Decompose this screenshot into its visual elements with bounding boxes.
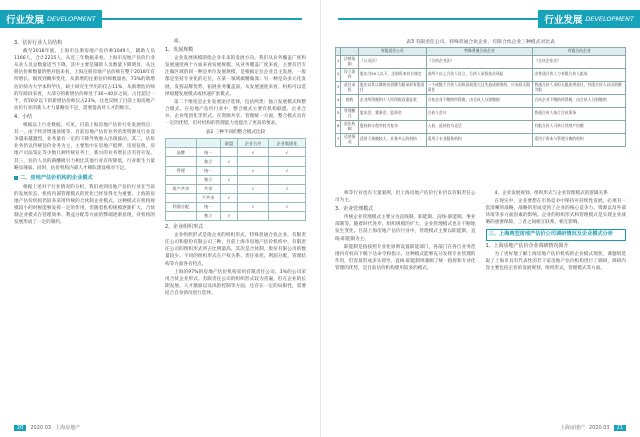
table-cell xyxy=(268,157,305,166)
right-columns xyxy=(335,190,626,415)
table-cell xyxy=(268,175,305,184)
table-cell: 退出机制 xyxy=(341,120,358,133)
table-cell: 3 xyxy=(336,81,341,94)
table-cell xyxy=(268,211,305,220)
table-row xyxy=(336,120,626,133)
table-header-cell xyxy=(166,139,197,148)
header-rule xyxy=(102,18,302,20)
table-cell: 独立 xyxy=(196,211,220,220)
section-heading: 三、上海典型房地产估价公司调研情况及企业模式分析 xyxy=(486,229,627,240)
paragraph: 第二个维度是企业发展途径选择，包括两类：独立发展模式和整合模式。在房地产估价行业中，整合模式主要有机构联盟、企业合并、企业集团化等形式。在资源共享、管理统一方面，整合模式具有一定的优势，但对机构的管理能力也提出了更高的要求。 xyxy=(165,99,306,127)
right-header xyxy=(338,10,640,28)
table-cell: 6 xyxy=(336,120,341,133)
table-cell: 股东为50人以下，注册资本符合规定 xyxy=(358,68,426,81)
table-cell: 适用于资本与管理分离的机构 xyxy=(533,133,626,146)
right-page xyxy=(320,0,640,437)
table-cell: 利润分配 xyxy=(166,202,197,211)
table-cell: √ xyxy=(238,184,269,193)
right-column-2 xyxy=(486,190,627,415)
table-cell: √ xyxy=(220,193,238,202)
table-cell: 股权转让程序较为复杂 xyxy=(358,120,426,133)
table-row xyxy=(336,133,626,146)
section-tab xyxy=(0,10,102,28)
table-row xyxy=(166,193,306,202)
table-header-cell: 特殊普通合伙企业 xyxy=(426,48,533,56)
magazine-name: 上海房地产 xyxy=(55,425,81,431)
table-cell: 管理 xyxy=(166,166,197,175)
table-cell: √ xyxy=(238,202,269,211)
table-row xyxy=(336,94,626,107)
paragraph: 企业发展规模即指企业未来的发展方向。我们从业务覆盖广度和发展速度两个方面来看发展规模。从业务覆盖广度来看，主要有仍专注做区域的同一种是单位发展规模，是根据定位企业自主发展，一般都是坚持专业化的定位，在某一领域做精做深；另一种是向多元化发展，发挥品牌优势，拓展业务覆盖面。从发展速度来看，机构可以选择稳健发展模式或快速扩张模式。 xyxy=(165,56,306,97)
table-cell: 7 xyxy=(336,133,341,146)
right-column-1 xyxy=(335,190,476,415)
table-cell: 普通合伙人执行合伙事务 xyxy=(533,107,626,120)
section-tab xyxy=(538,10,640,28)
paragraph: 根据以上行业数据，可见，目前上海房地产估价行业发展特点：其一，由于经济增速放缓等，目前房地产估价业务的类资源及行业竞争越来越激烈，业务量有一定的下降导致收入出现波动。其二，估价业务仍以传统估价业务为主，主要集中在房地产抵押、房屋征收、房地产司法鉴定等少数几种传统业务上，新兴的业务增长点有待开发。其三，估价人员的薪酬吸引力相比其他行业有所降低，行业新生力量略显薄弱。同时，估价机构内部人才梯队建设相对不足。 xyxy=(14,123,155,171)
table-cell: 5 xyxy=(336,107,341,120)
table-header-cell: 有限责任公司 xyxy=(358,48,426,56)
table-row xyxy=(166,148,306,157)
left-column-1 xyxy=(14,38,155,415)
table-cell: √ xyxy=(268,148,305,157)
section-subtitle: DEVELOPMENT xyxy=(585,15,634,23)
table-cell: √ xyxy=(220,175,238,184)
table-cell: 资产共享 xyxy=(166,184,197,193)
paragraph: 为了更好地了解上海房地产估价机构的企业模式现状，课题组选取了上海市具有代表性的若干家房地产估价机构进行了调研，调研内容主要包括企业的发展规划、组织形式、管理模式等方面。 xyxy=(485,251,626,271)
table-row xyxy=(336,81,626,94)
paragraph: 师等行业也有大量案例，但上海房地产估价行业仍以有限责任公司为主。 xyxy=(335,191,476,204)
table-cell: √ xyxy=(268,184,305,193)
table-row xyxy=(336,55,626,68)
table-cell xyxy=(238,157,269,166)
table-row xyxy=(166,211,306,220)
table-cell xyxy=(238,193,269,202)
table-cell: 入伙、退伙较为灵活 xyxy=(426,120,533,133)
issue-date: 2020.03 xyxy=(30,424,52,431)
left-footer xyxy=(14,424,80,431)
square-bullet-icon xyxy=(14,176,18,180)
table-caption: 表3 有限责任公司、特殊普通合伙企业、有限合伙企业三种模式对比表 xyxy=(406,40,555,45)
table-cell xyxy=(220,148,238,157)
table-cell: 法律依据 xyxy=(341,55,358,68)
table-cell: 共享 xyxy=(196,184,220,193)
table-cell: 合伙企业不缴纳所得税，由合伙人分别缴纳 xyxy=(533,94,626,107)
paragraph: 企业组织形式是指企业的组织形式，特殊普通合伙企业，有限责任公司和股份有限公司三种。目前上海市房地产估价机构中，有限责任公司的组织形式所占比例最高，其次是合伙制，股份有限公司的数量较少。不同的组织形式在产权关系、责任承担、利润分配、管理结构等方面各有特点。 xyxy=(165,233,306,267)
table-cell xyxy=(238,175,269,184)
table-cell: 企业所得税和个人所得税双重征收 xyxy=(358,94,426,107)
table-cell xyxy=(238,211,269,220)
table-cell xyxy=(166,193,197,202)
table-cell xyxy=(220,166,238,175)
integration-comparison-table xyxy=(165,138,306,221)
table-cell: 独立 xyxy=(196,157,220,166)
paragraph: 上海的97%的房地产估价机构采用有限责任公司，3%的公司采用合伙企业形式。有限责任公司的组织形式较为普遍，但在企业的长期发展、人才激励以及风险控制等方面，还存在一定的局限性，需要结合自身情况进行选择。 xyxy=(165,269,306,296)
table-header-cell: 企业集团化 xyxy=(268,139,305,148)
section-heading xyxy=(14,175,155,182)
table-header-cell: 联盟 xyxy=(220,139,238,148)
table-cell: √ xyxy=(238,148,269,157)
section-subtitle: DEVELOPMENT xyxy=(47,15,96,23)
table-cell: 2 xyxy=(336,68,341,81)
table-cell xyxy=(166,157,197,166)
table-cell: 4 xyxy=(336,94,341,107)
table-cell: 设立条件 xyxy=(341,68,358,81)
table-cell: 由两个以上合伙人设立，合伙人承担执业风险 xyxy=(426,68,533,81)
table-cell xyxy=(268,193,305,202)
table-row xyxy=(166,175,306,184)
table-cell: 独立 xyxy=(196,175,220,184)
table-cell: 统一 xyxy=(196,166,220,175)
table-cell: √ xyxy=(268,202,305,211)
table-cell: 合伙企业不缴纳所得税，由合伙人分别缴纳 xyxy=(426,94,533,107)
table-header-cell: 有限合伙企业 xyxy=(533,48,626,56)
table-cell: 适用情况 xyxy=(341,133,358,146)
comparison-table xyxy=(335,47,626,147)
table-cell xyxy=(220,184,238,193)
table-header-cell xyxy=(196,139,220,148)
table-row xyxy=(166,184,306,193)
left-column-2 xyxy=(165,38,306,415)
table-cell: 适用于专业服务机构 xyxy=(426,133,533,146)
table-cell: 《公司法》 xyxy=(358,55,426,68)
section-heading-text: 二、房地产估价机构的企业模式 xyxy=(20,174,93,181)
table-header-cell xyxy=(341,48,358,56)
table-row xyxy=(166,202,306,211)
paragraph: 传统企业管理模式主要分为直线制、职能制、直线-职能制、事业部制等。随着时代进步、组织规模的扩大，企业管理模式也在不断地发生变化。目前上海房地产估价行业中，管理模式主要以职能制、直线-职能制为主。 xyxy=(335,215,476,242)
table-cell: 1 xyxy=(336,55,341,68)
table-cell: 责任承担 xyxy=(341,81,358,94)
table-cell: 《合伙企业法》 xyxy=(426,55,533,68)
table-cell: 股东会、董事会、监事会 xyxy=(358,107,426,120)
magazine-name: 上海房地产 xyxy=(559,425,585,431)
table-cell: √ xyxy=(220,157,238,166)
header-rule xyxy=(338,18,538,20)
paragraph: 在现实中，企业要想在市场竞争中保持可持续性发展，必须有一套清晰的战略，战略的形成受到了企业的核心竞争力、资源以及外部环境等多方面因素的影响。企业的组织形式和管理模式是实现企业战略的重要保障，三者之间相互联系、相互影响。 xyxy=(485,199,626,226)
table-cell: 适用于规模较大、业务多元的机构 xyxy=(358,133,426,146)
section-title: 行业发展 xyxy=(6,15,45,26)
table-row xyxy=(166,157,306,166)
table-row xyxy=(166,166,306,175)
comparison-table-block xyxy=(335,38,626,188)
table-cell: √ xyxy=(238,166,269,175)
table-cell: 由普通合伙人与有限合伙人组成 xyxy=(533,68,626,81)
paragraph: 截至2018年底，上海市注册房地产估价师1049人，辅助人员1166人，合计2215人。从近三年数据来看，上海市房地产估价行业从业人员总数量适当下降。其中主要是辅助人员数量下降明显，从注册估价师数量的绝对值来看，上海注册房地产估价师在整个2018年有所增长。细致到概率变化，从新增的注册估价师数量看，73%的新增估价师为大学本科学历，硕士研究生学历的仅占11%，从新增估价师的年龄段来看，大部分的新增估价师处于30~40岁之间。占比超过一半，有50岁以下的新增估价师仅占23%，这也反映了目前上海房地产估价行业的新人才力量略显不足，需要提高对人才的吸引。 xyxy=(14,49,155,111)
page-number: 20 xyxy=(14,425,26,431)
issue-date: 2020.03 xyxy=(588,424,610,431)
table-cell: 股东以其认缴的出资额为限承担有限责任 xyxy=(358,81,426,94)
table-cell: 税收 xyxy=(341,94,358,107)
paragraph: 职能制是指按照专业化原则设置职能部门，各部门在各自业务范围内有权向下级下达命令和指示。这种模式能够充分发挥专业管理的作用，但容易形成多头领导。直线-职能制则兼顾了统一指挥和专业化管理的优势，是目前估价机构使用较多的模式。 xyxy=(335,244,476,271)
paragraph: 面。 xyxy=(174,39,184,44)
left-columns xyxy=(14,38,306,415)
table-cell: 普通合伙人承担无限连带责任，有限合伙人以出资额为限 xyxy=(533,81,626,94)
subsection-heading: 2、企业组织形式 xyxy=(165,224,204,231)
table-cell xyxy=(166,211,197,220)
section-title: 行业发展 xyxy=(544,15,583,26)
table-row xyxy=(336,107,626,120)
right-footer xyxy=(560,424,626,431)
page-number: 21 xyxy=(614,425,626,431)
subsection-heading: 3、企业管理模式 xyxy=(335,206,374,213)
table-cell: 有限合伙人可转让其财产份额 xyxy=(533,120,626,133)
table-cell: √ xyxy=(268,166,305,175)
table-row xyxy=(336,68,626,81)
table-cell xyxy=(166,175,197,184)
table-cell: √ xyxy=(220,211,238,220)
table-cell: 统一 xyxy=(196,148,220,157)
table-header-cell: 企业合并 xyxy=(238,139,269,148)
subsection-heading: 1、发展规模 xyxy=(165,47,194,54)
subsection-heading: 3、估价行业人员结构 xyxy=(14,40,63,46)
table-cell xyxy=(220,202,238,211)
table-cell: 不共享 xyxy=(196,193,220,202)
subsection-heading: 1、上海房地产估价企业调研情况简介 xyxy=(485,242,569,249)
subsection-heading: 4、小结 xyxy=(14,113,33,120)
table-cell: 品牌 xyxy=(166,148,197,157)
left-header xyxy=(0,10,302,28)
paragraph: 4、企业发展规划、组织形式与企业管理模式的逻辑关系 xyxy=(494,191,608,196)
table-cell: 管理模式 xyxy=(341,107,358,120)
table-cell: 《合伙企业法》 xyxy=(533,55,626,68)
table-cell: 合伙人会议 xyxy=(426,107,533,120)
table-caption: 表2 三种不同的整合模式比较 xyxy=(205,130,266,136)
paragraph: 根据上述对于行业情况的分析，我们看到房地产估价行业在当前的发展状态，机构内部管理模式的优化已经显得尤为重要。上海的房地产估价机构仍较多采用传统的合伙制企业模式，这种模式在机构规模较小的时候能够发挥一定的作用，但随着机构规模逐渐扩大，合伙制企业模式在管理效率、利益分配等方面的弊端逐渐显现，对机构的发展形成了一定的制约。 xyxy=(14,184,155,226)
table-cell: 一个或数个合伙人因故意或重大过失造成债务的，应承担无限责任 xyxy=(426,81,533,94)
table-cell: 统一 xyxy=(196,202,220,211)
